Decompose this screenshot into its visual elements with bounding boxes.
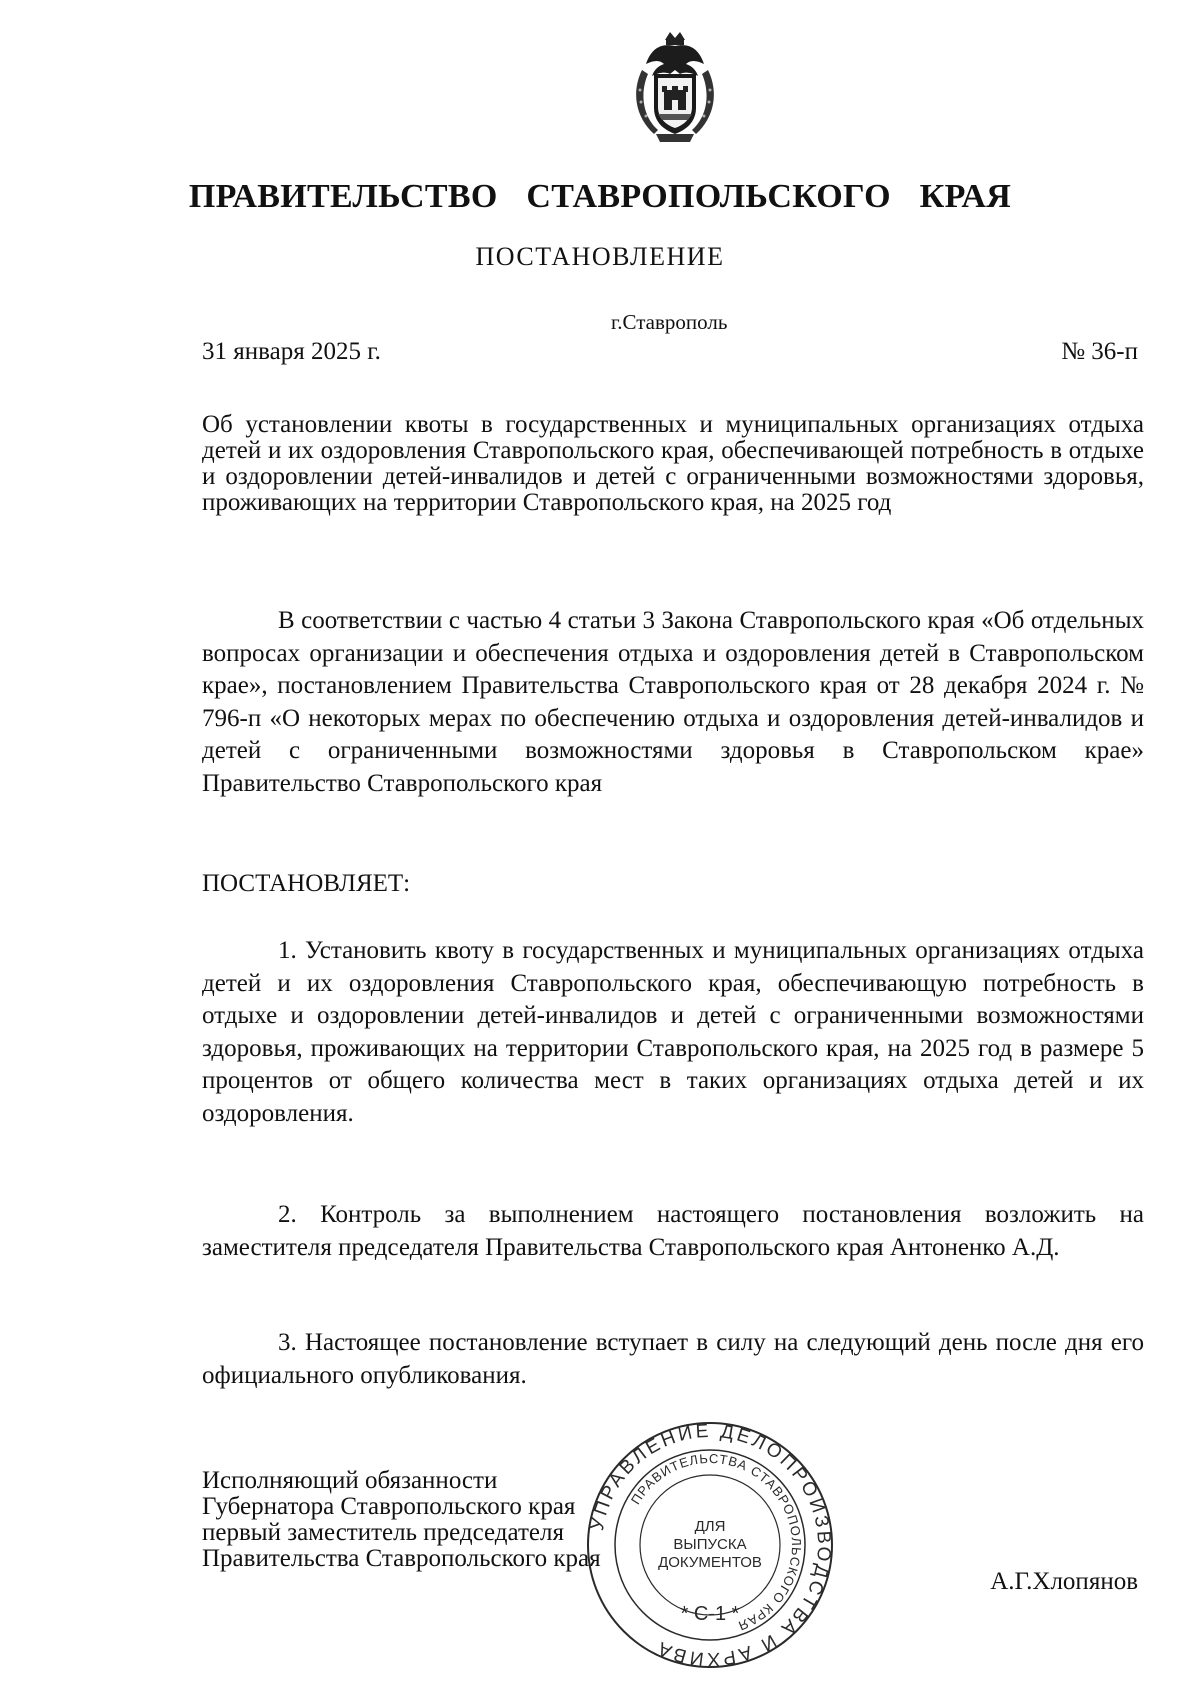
stamp-inner-ring-text: ПРАВИТЕЛЬСТВА СТАВРОПОЛЬСКОГО КРАЯ <box>627 1450 805 1634</box>
coat-of-arms-emblem <box>628 30 722 146</box>
official-stamp <box>585 1420 835 1670</box>
document-type: ПОСТАНОВЛЕНИЕ <box>475 242 725 271</box>
organization-title: ПРАВИТЕЛЬСТВО СТАВРОПОЛЬСКОГО КРАЯ <box>188 178 1012 215</box>
resolution-item-2: 2. Контроль за выполнением настоящего постановления возложить на заместителя председателя Правительства Ставропольского края Антоненко А.Д. <box>202 1201 1144 1261</box>
stamp-center-line-1: ДЛЯ <box>694 1518 726 1535</box>
stamp-center-text <box>585 1420 835 1670</box>
signatory-position: Исполняющий обязанности Губернатора Ставропольского края первый заместитель председателя Правительства Ставропольского края <box>202 1467 601 1572</box>
document-number: № 36-п <box>1061 338 1138 365</box>
stamp-code: * С-1 * <box>680 1603 740 1625</box>
resolution-item-1: 1. Установить квоту в государственных и муниципальных организациях отдыха детей и их оздоровления Ставропольского края, обеспечивающую потребность в отдыхе и оздоровлении детей-инвалидов и детей с ограниченными возможностями здоровья, проживающих на территории Ставропольского края, на 2025 год в размере 5 процентов от общего количества мест в таких организациях отдыха детей и их оздоровления. <box>202 937 1144 1127</box>
stamp-center-line-2: ВЫПУСКА <box>673 1536 747 1553</box>
stamp-center-line-3: ДОКУМЕНТОВ <box>658 1554 762 1571</box>
resolution-item-3: 3. Настоящее постановление вступает в силу на следующий день после дня его официального опубликования. <box>202 1329 1144 1389</box>
signatory-name: А.Г.Хлопянов <box>990 1568 1138 1595</box>
document-date: 31 января 2025 г. <box>202 338 381 365</box>
stamp-outer-ring-text: УПРАВЛЕНИЕ ДЕЛОПРОИЗВОДСТВА И АРХИВА <box>586 1420 835 1670</box>
preamble-paragraph: В соответствии с частью 4 статьи 3 Закона Ставропольского края «Об отдельных вопросах организации и обеспечения отдыха и оздоровления детей в Ставропольском крае», постановлением Правительства Ставропольского края от 28 декабря 2024 г. № 796-п «О некоторых мерах по обеспечению отдыха и оздоровления детей-инвалидов и детей с ограниченными возможностями здоровья в Ставропольском крае» Правительство Ставропольского края <box>202 607 1144 797</box>
document-subject: Об установлении квоты в государственных и муниципальных организациях отдыха детей и их оздоровления Ставропольского края, обеспечивающей потребность в отдыхе и оздоровлении детей-инвалидов и детей с ограниченными возможностями здоровья, проживающих на территории Ставропольского края, на 2025 год <box>202 411 1144 516</box>
resolves-heading: ПОСТАНОВЛЯЕТ: <box>202 870 411 897</box>
place-of-issue: г.Ставрополь <box>611 310 728 334</box>
